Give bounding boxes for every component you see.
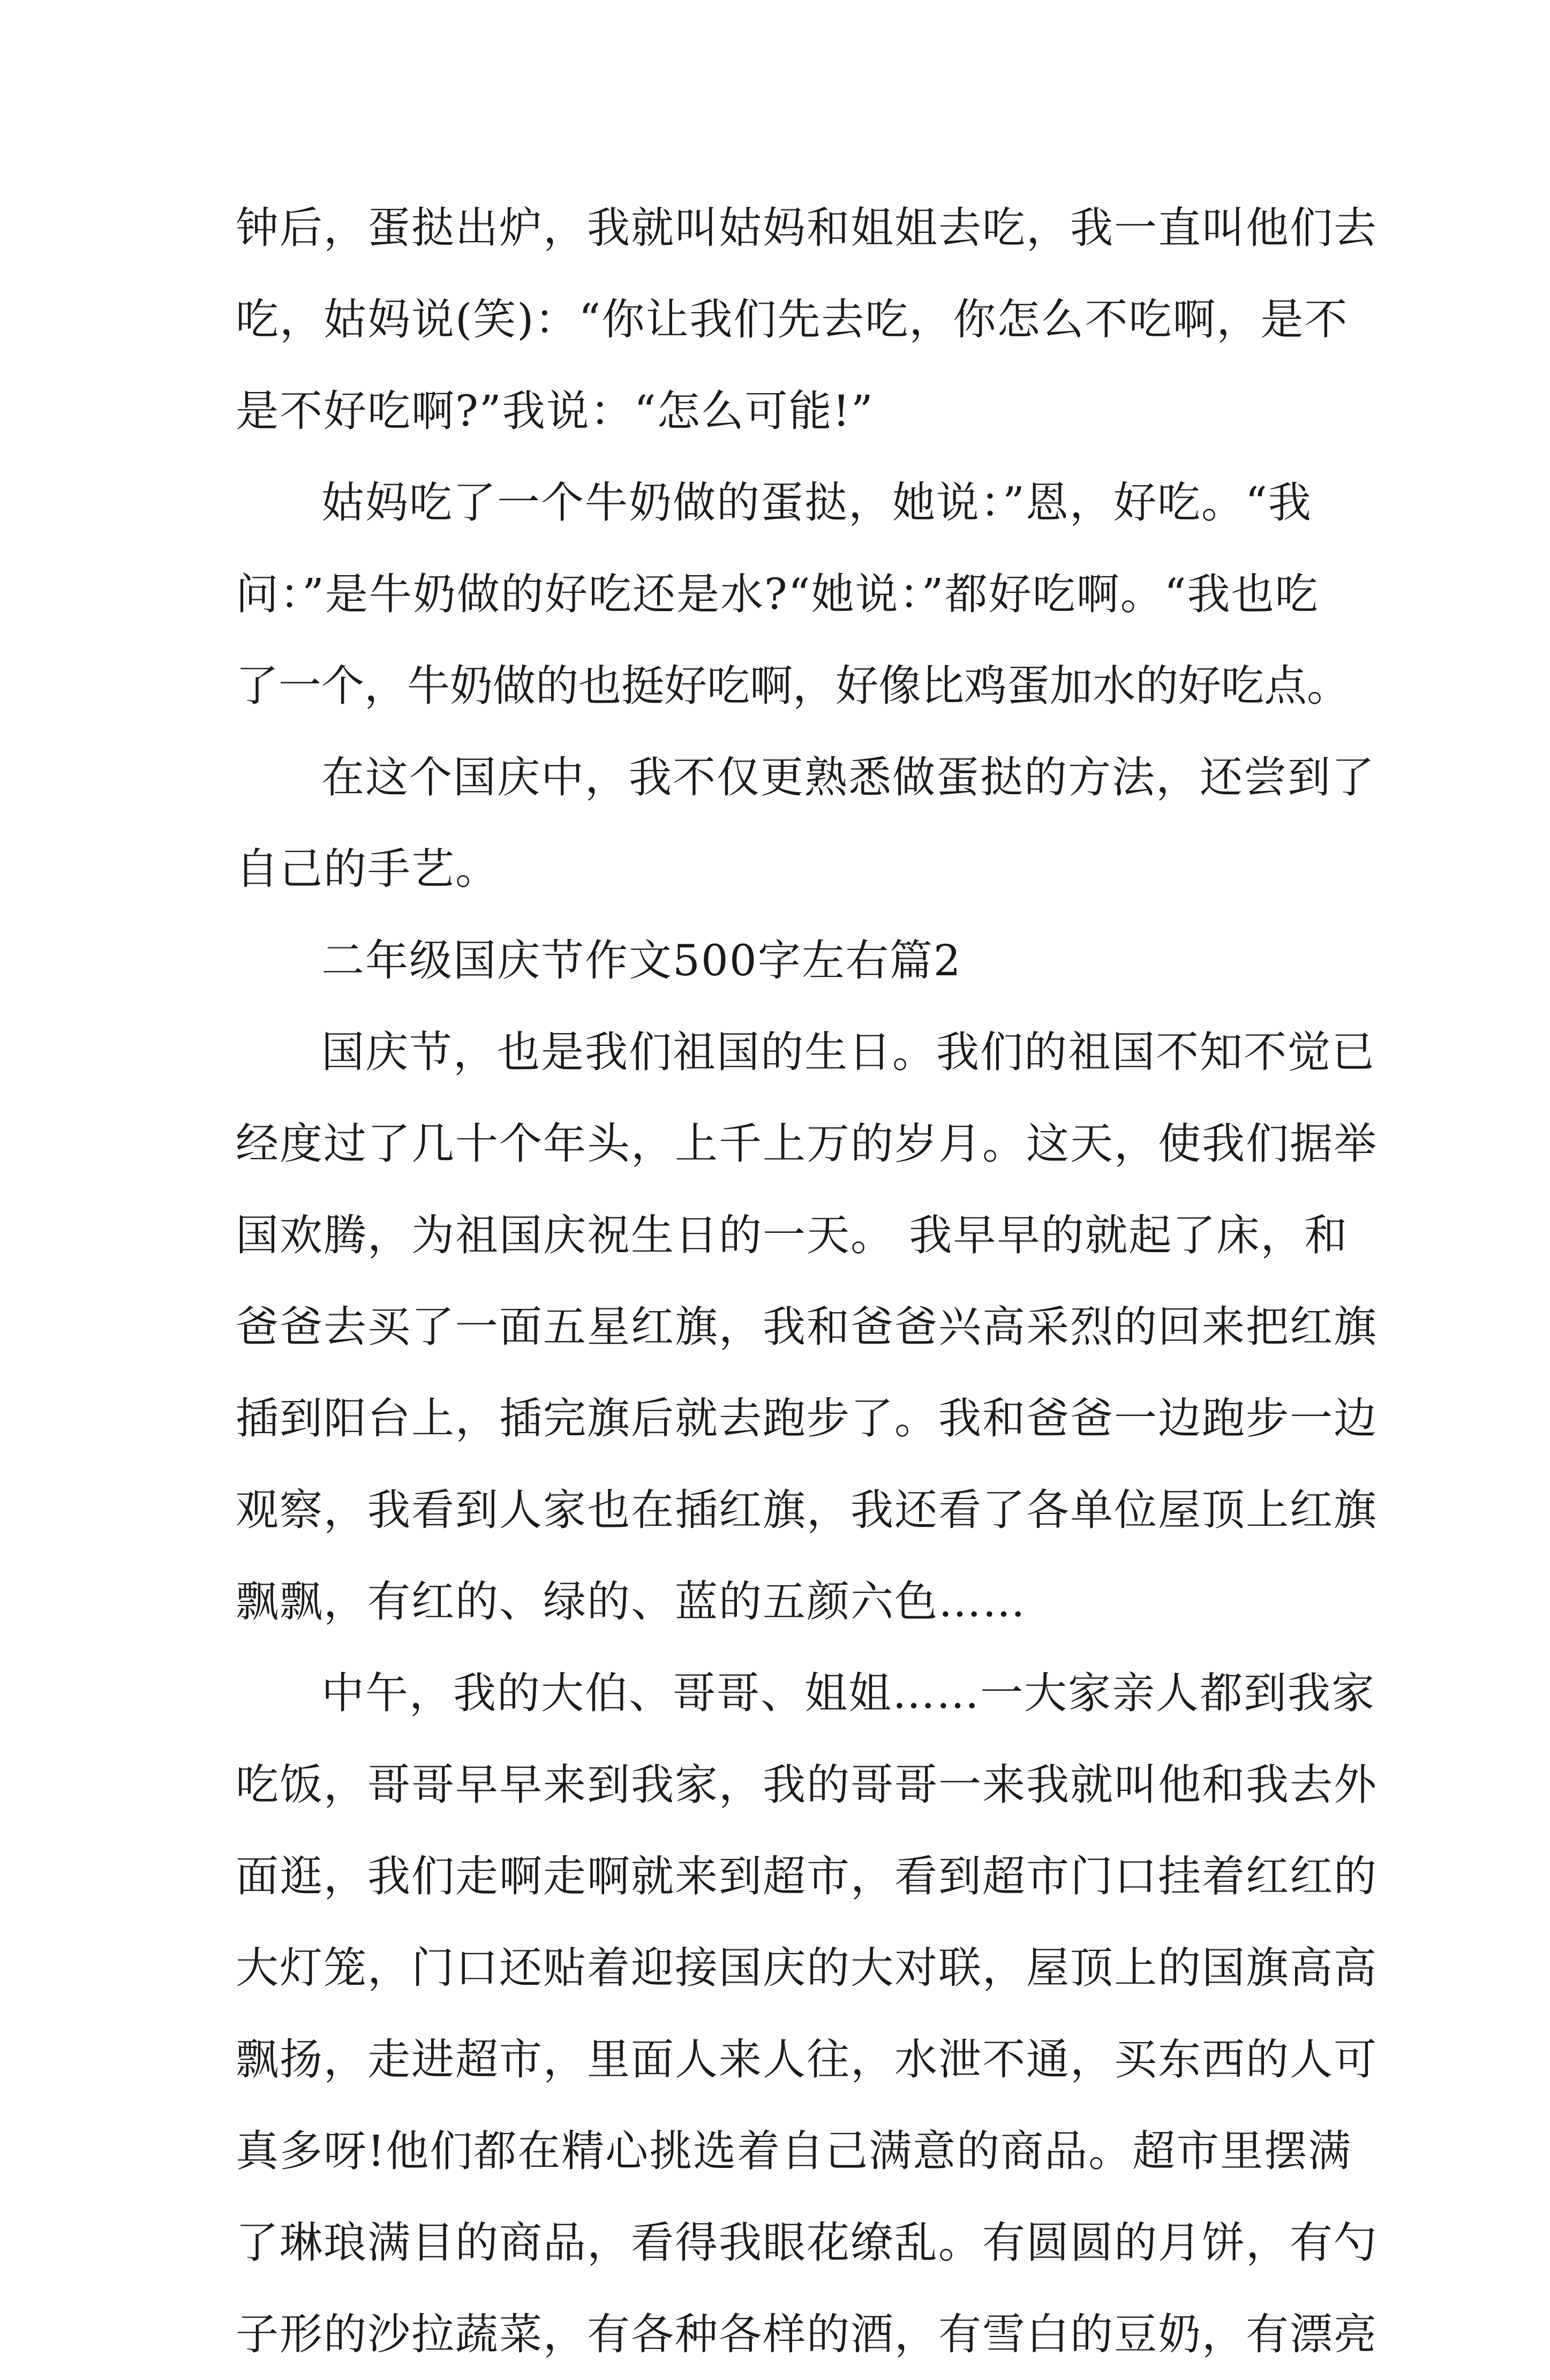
- text-line: 飘扬，走进超市，里面人来人往，水泄不通，买东西的人可: [236, 2035, 1378, 2084]
- text-line: 经度过了几十个年头，上千上万的岁月。这天，使我们据举: [236, 1119, 1378, 1169]
- text-line: 国欢腾，为祖国庆祝生日的一天。 我早早的就起了床，和: [236, 1210, 1349, 1260]
- text-line: 在这个国庆中，我不仅更熟悉做蛋挞的方法，还尝到了: [321, 752, 1375, 802]
- text-line: 插到阳台上，插完旗后就去跑步了。我和爸爸一边跑步一边: [236, 1394, 1378, 1443]
- section-heading: 二年级国庆节作文500字左右篇2: [321, 936, 962, 985]
- text-line: 子形的沙拉蔬菜，有各种各样的酒，有雪白的豆奶，有漂亮: [236, 2309, 1378, 2359]
- text-line: 观察，我看到人家也在插红旗，我还看了各单位屋顶上红旗: [236, 1485, 1378, 1535]
- document-body: [236, 182, 1378, 2380]
- text-line: 吃饭，哥哥早早来到我家，我的哥哥一来我就叫他和我去外: [236, 1760, 1378, 1810]
- text-line: 大灯笼，门口还贴着迎接国庆的大对联，屋顶上的国旗高高: [236, 1943, 1378, 1993]
- text-line: 爸爸去买了一面五星红旗，我和爸爸兴高采烈的回来把红旗: [236, 1302, 1378, 1352]
- text-line: 国庆节，也是我们祖国的生日。我们的祖国不知不觉已: [321, 1027, 1375, 1077]
- text-line: 真多呀!他们都在精心挑选着自己满意的商品。超市里摆满: [236, 2126, 1352, 2176]
- text-line: 飘飘，有红的、绿的、蓝的五颜六色……: [236, 1577, 1026, 1626]
- text-line: 是不好吃啊?”我说：“怎么可能!”: [236, 386, 874, 436]
- text-line: 了琳琅满目的商品，看得我眼花缭乱。有圆圆的月饼，有勺: [236, 2218, 1378, 2268]
- text-line: 姑妈吃了一个牛奶做的蛋挞，她说：”恩，好吃。“我: [321, 478, 1312, 528]
- text-line: 吃，姑妈说(笑)：“你让我们先去吃，你怎么不吃啊，是不: [236, 295, 1349, 344]
- text-line: 自己的手艺。: [236, 844, 499, 894]
- text-line: 中午，我的大伯、哥哥、姐姐……一大家亲人都到我家: [321, 1668, 1375, 1718]
- text-line: 面逛，我们走啊走啊就来到超市，看到超市门口挂着红红的: [236, 1851, 1378, 1901]
- text-line: 问：”是牛奶做的好吃还是水?“她说：”都好吃啊。“我也吃: [236, 569, 1319, 619]
- text-line: 了一个，牛奶做的也挺好吃啊，好像比鸡蛋加水的好吃点。: [236, 661, 1350, 711]
- text-line: 钟后，蛋挞出炉，我就叫姑妈和姐姐去吃，我一直叫他们去: [236, 203, 1378, 253]
